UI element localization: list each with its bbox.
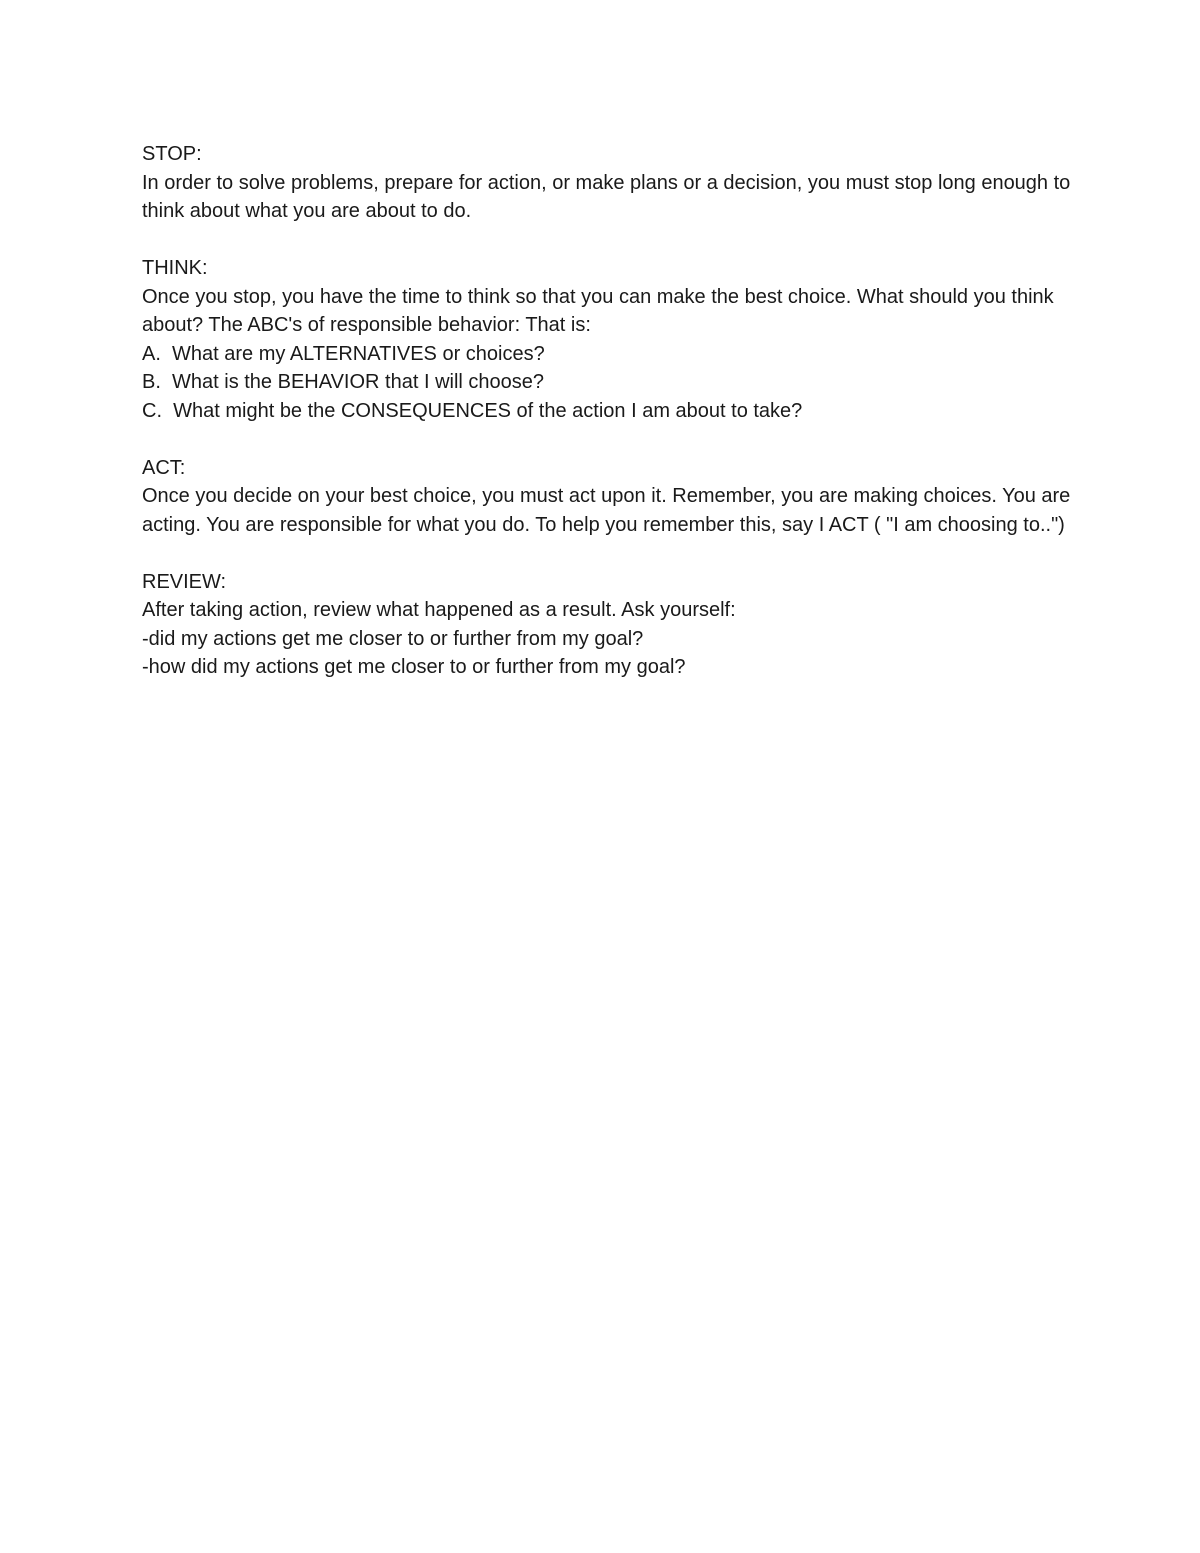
- section-heading: ACT:: [142, 456, 186, 479]
- section-paragraph: Once you decide on your best choice, you must act upon it. Remember, you are making choices. You are acting. You are responsible for what you do. To help you remember this, say I ACT ( "I am choosing to.."): [142, 485, 1071, 536]
- section-paragraph: Once you stop, you have the time to think so that you can make the best choice. What should you think about? The ABC's of responsible behavior: That is:: [142, 285, 1054, 336]
- section-stop: [142, 140, 1072, 226]
- list-item: -did my actions get me closer to or further from my goal?: [142, 627, 644, 650]
- list-item: -how did my actions get me closer to or further from my goal?: [142, 656, 686, 678]
- list-item: A. What are my ALTERNATIVES or choices?: [142, 342, 545, 365]
- section-heading: STOP:: [142, 143, 202, 165]
- section-act: [142, 454, 1072, 540]
- section-heading: REVIEW:: [142, 570, 227, 593]
- section-heading: THINK:: [142, 257, 208, 279]
- section-paragraph: After taking action, review what happened as a result. Ask yourself:: [142, 599, 736, 621]
- section-review: [142, 568, 1072, 682]
- list-item: C. What might be the CONSEQUENCES of the action I am about to take?: [142, 399, 803, 422]
- list-item: B. What is the BEHAVIOR that I will choose?: [142, 371, 545, 393]
- section-paragraph: In order to solve problems, prepare for action, or make plans or a decision, you must stop long enough to think about what you are about to do.: [142, 171, 1071, 222]
- document-body: [142, 140, 1072, 710]
- section-think: [142, 254, 1072, 425]
